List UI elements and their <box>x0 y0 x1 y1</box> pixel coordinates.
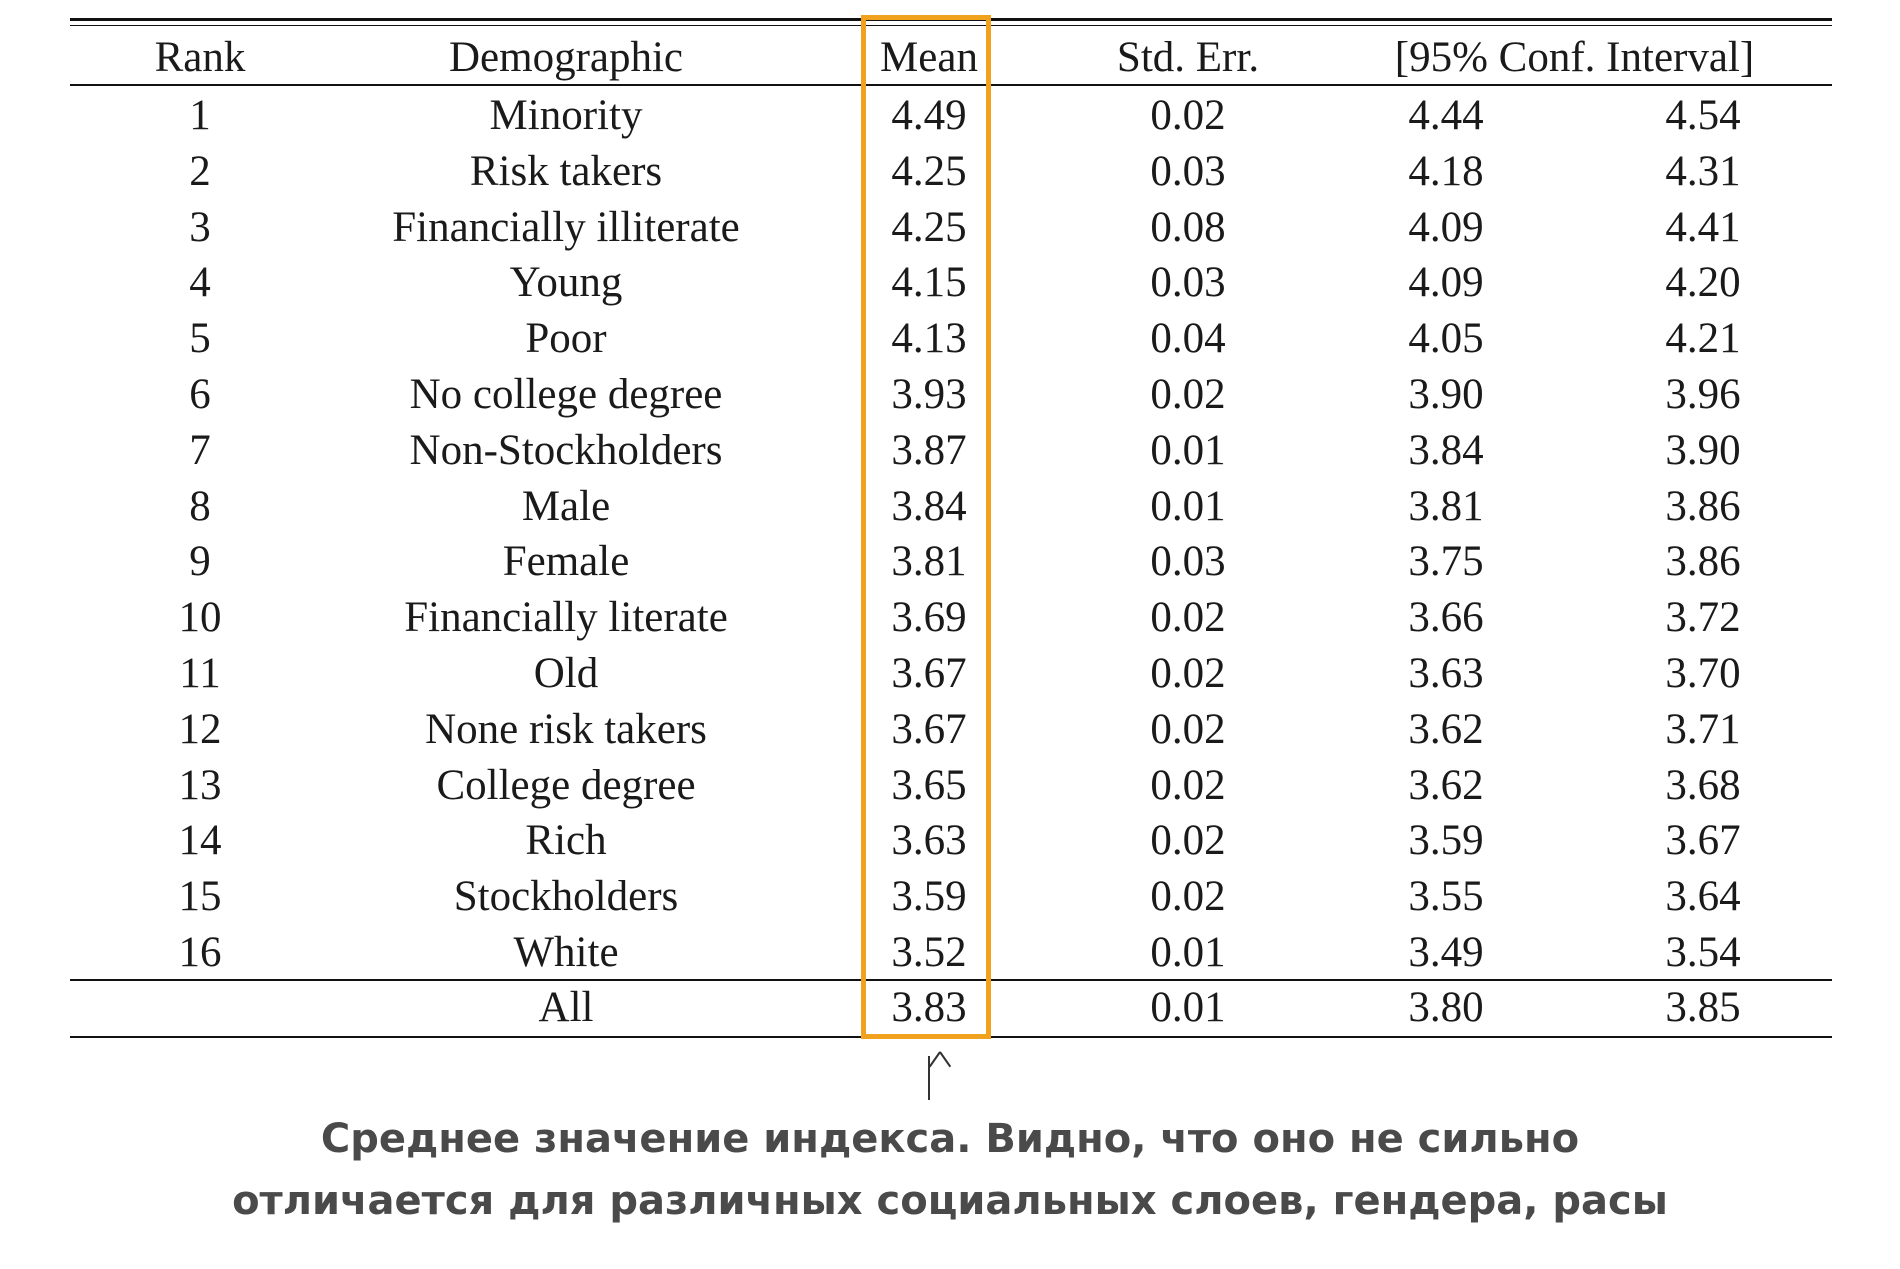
cell-mean: 4.25 <box>891 148 967 195</box>
cell-ci-high: 4.21 <box>1665 315 1741 362</box>
cell-rank: 14 <box>178 817 222 864</box>
cell-ci-low: 4.09 <box>1408 259 1484 306</box>
cell-mean: 4.25 <box>891 204 967 251</box>
cell-ci-low: 4.05 <box>1408 315 1484 362</box>
cell-demographic: Female <box>502 538 630 585</box>
cell-rank: 3 <box>189 204 211 251</box>
cell-ci-high: 4.54 <box>1665 92 1741 139</box>
cell-ci-high: 4.20 <box>1665 259 1741 306</box>
cell-mean: 3.93 <box>891 371 967 418</box>
cell-std-err: 0.02 <box>1150 762 1226 809</box>
header-conf-interval: [95% Conf. Interval] <box>1394 34 1755 81</box>
cell-ci-low: 3.63 <box>1408 650 1484 697</box>
annotation-caption <box>0 1108 1900 1232</box>
cell-mean: 3.84 <box>891 483 967 530</box>
cell-std-err: 0.04 <box>1150 315 1226 362</box>
cell-demographic: Risk takers <box>469 148 663 195</box>
up-arrow-icon <box>928 1052 930 1100</box>
cell-mean: 3.52 <box>891 929 967 976</box>
cell-rank: 1 <box>189 92 211 139</box>
cell-rank: 13 <box>178 762 222 809</box>
cell-rank: 6 <box>189 371 211 418</box>
cell-std-err: 0.01 <box>1150 427 1226 474</box>
cell-ci-high: 3.54 <box>1665 929 1741 976</box>
header-mean: Mean <box>880 34 978 81</box>
cell-ci-high: 4.41 <box>1665 204 1741 251</box>
cell-demographic: Poor <box>525 315 607 362</box>
cell-ci-high: 3.67 <box>1665 817 1741 864</box>
cell-std-err: 0.03 <box>1150 148 1226 195</box>
cell-ci-low: 3.84 <box>1408 427 1484 474</box>
cell-mean: 4.13 <box>891 315 967 362</box>
cell-demographic: Financially literate <box>404 594 728 641</box>
total-cell-ci-low: 3.80 <box>1408 984 1484 1031</box>
cell-mean: 3.65 <box>891 762 967 809</box>
total-cell-ci-high: 3.85 <box>1665 984 1741 1031</box>
cell-std-err: 0.01 <box>1150 929 1226 976</box>
cell-demographic: College degree <box>436 762 696 809</box>
cell-mean: 3.67 <box>891 706 967 753</box>
cell-ci-low: 3.81 <box>1408 483 1484 530</box>
cell-ci-high: 3.64 <box>1665 873 1741 920</box>
cell-mean: 3.59 <box>891 873 967 920</box>
cell-demographic: None risk takers <box>425 706 707 753</box>
cell-rank: 10 <box>178 594 222 641</box>
cell-ci-low: 3.62 <box>1408 706 1484 753</box>
annotation-line: Среднее значение индекса. Видно, что оно не сильно <box>320 1116 1580 1162</box>
cell-ci-low: 3.90 <box>1408 371 1484 418</box>
cell-mean: 3.69 <box>891 594 967 641</box>
cell-ci-high: 3.90 <box>1665 427 1741 474</box>
cell-demographic: Rich <box>525 817 607 864</box>
cell-ci-low: 4.09 <box>1408 204 1484 251</box>
cell-ci-high: 3.72 <box>1665 594 1741 641</box>
cell-ci-low: 4.44 <box>1408 92 1484 139</box>
cell-ci-low: 4.18 <box>1408 148 1484 195</box>
cell-std-err: 0.02 <box>1150 594 1226 641</box>
cell-ci-high: 3.86 <box>1665 538 1741 585</box>
cell-demographic: Young <box>509 259 623 306</box>
cell-rank: 5 <box>189 315 211 362</box>
cell-mean: 3.87 <box>891 427 967 474</box>
cell-rank: 9 <box>189 538 211 585</box>
header-rank: Rank <box>154 34 246 81</box>
cell-mean: 3.63 <box>891 817 967 864</box>
cell-std-err: 0.03 <box>1150 538 1226 585</box>
cell-ci-low: 3.59 <box>1408 817 1484 864</box>
cell-rank: 11 <box>179 650 221 697</box>
cell-ci-high: 3.86 <box>1665 483 1741 530</box>
cell-std-err: 0.02 <box>1150 650 1226 697</box>
cell-demographic: Old <box>533 650 599 697</box>
cell-ci-low: 3.55 <box>1408 873 1484 920</box>
cell-rank: 16 <box>178 929 222 976</box>
cell-mean: 3.67 <box>891 650 967 697</box>
cell-ci-high: 3.96 <box>1665 371 1741 418</box>
cell-ci-low: 3.66 <box>1408 594 1484 641</box>
cell-ci-high: 3.70 <box>1665 650 1741 697</box>
cell-std-err: 0.02 <box>1150 371 1226 418</box>
cell-rank: 12 <box>178 706 222 753</box>
cell-std-err: 0.02 <box>1150 817 1226 864</box>
cell-std-err: 0.02 <box>1150 706 1226 753</box>
cell-demographic: Financially illiterate <box>392 204 740 251</box>
cell-ci-low: 3.75 <box>1408 538 1484 585</box>
header-demographic: Demographic <box>448 34 684 81</box>
cell-mean: 3.81 <box>891 538 967 585</box>
cell-mean: 4.49 <box>891 92 967 139</box>
cell-demographic: White <box>513 929 619 976</box>
cell-ci-high: 3.71 <box>1665 706 1741 753</box>
cell-std-err: 0.01 <box>1150 483 1226 530</box>
total-cell-std-err: 0.01 <box>1150 984 1226 1031</box>
cell-std-err: 0.02 <box>1150 873 1226 920</box>
cell-rank: 4 <box>189 259 211 306</box>
cell-demographic: Minority <box>489 92 643 139</box>
mean-column-highlight <box>861 15 991 1039</box>
cell-demographic: No college degree <box>409 371 723 418</box>
cell-rank: 15 <box>178 873 222 920</box>
cell-ci-high: 3.68 <box>1665 762 1741 809</box>
cell-demographic: Stockholders <box>453 873 679 920</box>
cell-ci-low: 3.49 <box>1408 929 1484 976</box>
cell-mean: 4.15 <box>891 259 967 306</box>
cell-std-err: 0.02 <box>1150 92 1226 139</box>
cell-rank: 2 <box>189 148 211 195</box>
cell-ci-high: 4.31 <box>1665 148 1741 195</box>
cell-ci-low: 3.62 <box>1408 762 1484 809</box>
total-cell-mean: 3.83 <box>891 984 967 1031</box>
cell-std-err: 0.08 <box>1150 204 1226 251</box>
cell-rank: 8 <box>189 483 211 530</box>
cell-std-err: 0.03 <box>1150 259 1226 306</box>
header-std-err: Std. Err. <box>1116 34 1260 81</box>
annotation-line: отличается для различных социальных слоев, гендера, расы <box>232 1178 1668 1224</box>
total-cell-demographic: All <box>538 984 594 1031</box>
cell-demographic: Non-Stockholders <box>409 427 723 474</box>
cell-demographic: Male <box>521 483 611 530</box>
cell-rank: 7 <box>189 427 211 474</box>
